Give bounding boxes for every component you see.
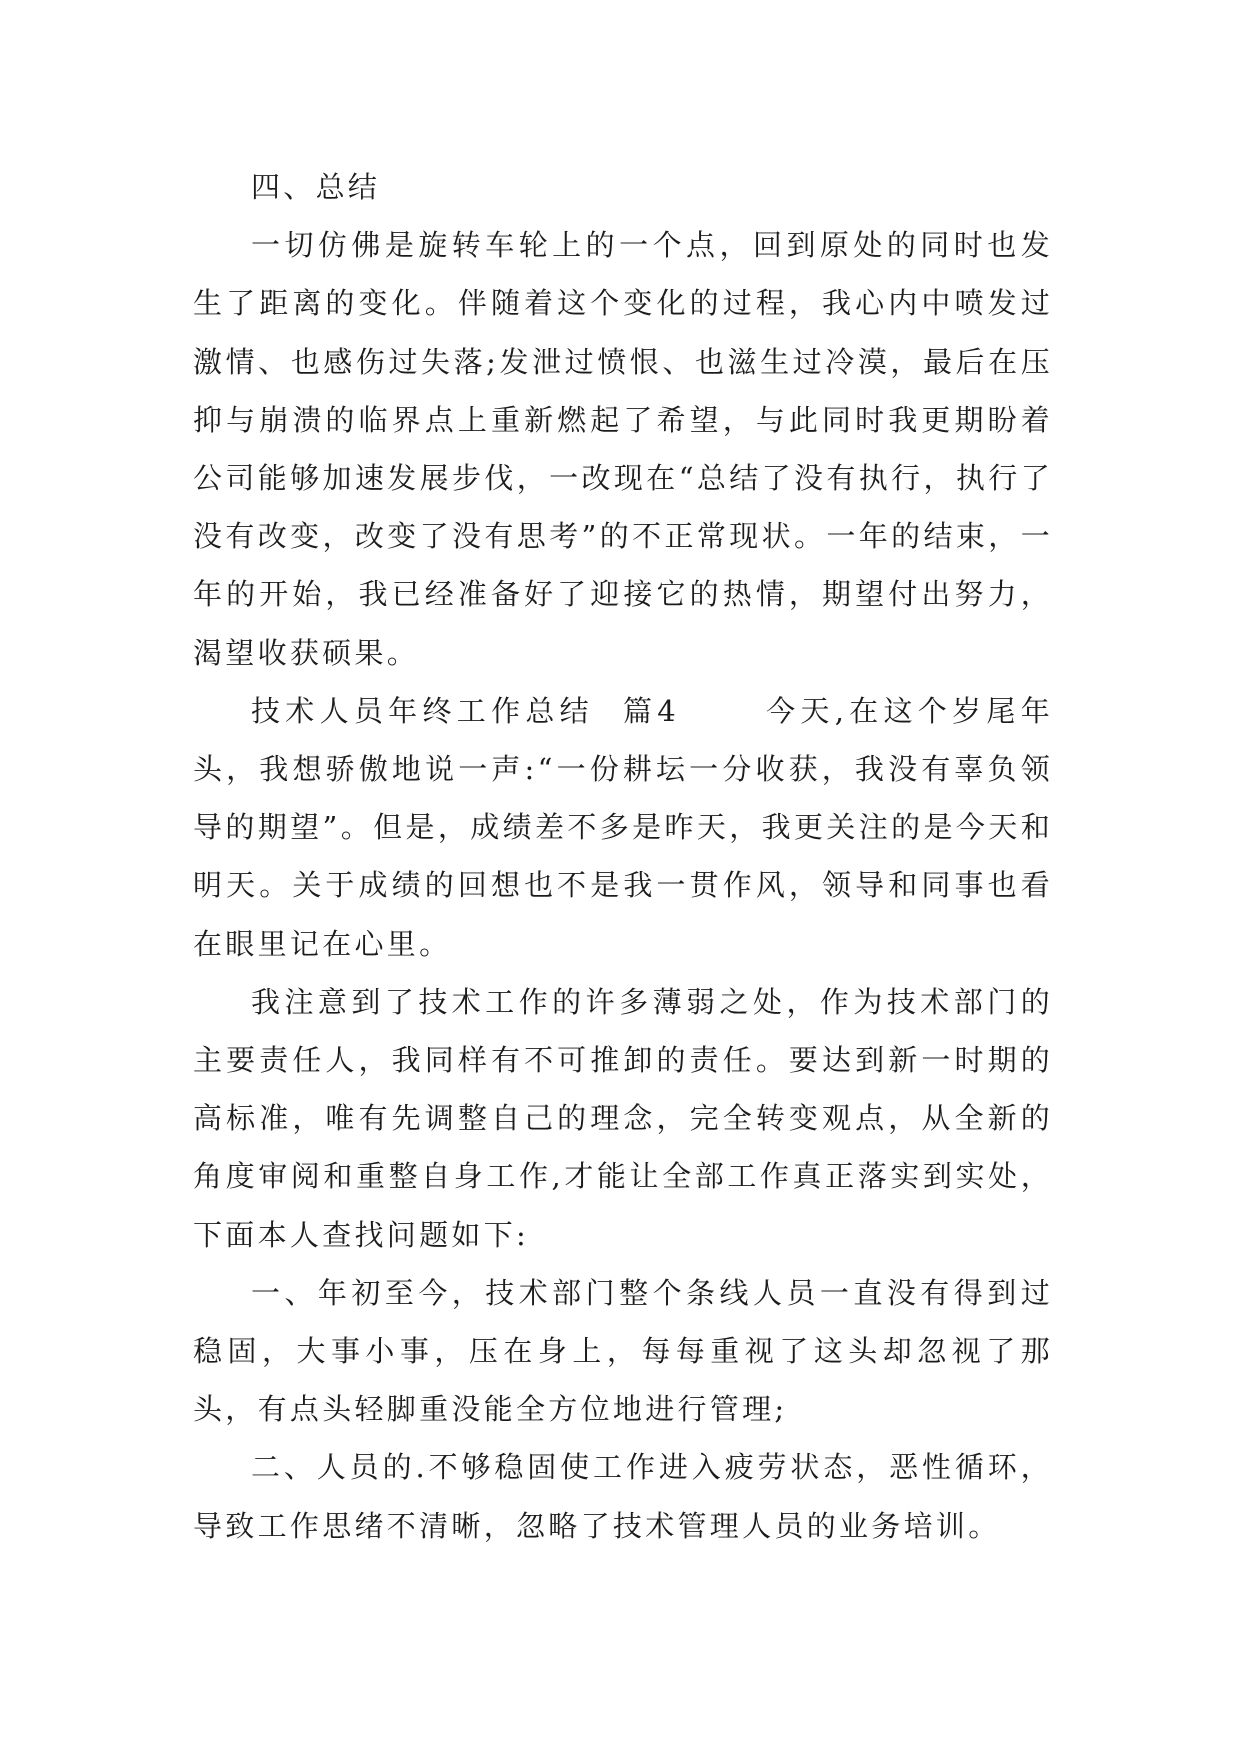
document-body — [193, 158, 1053, 1555]
paragraph-issue-2: 二、人员的.不够稳固使工作进入疲劳状态，恶性循环，导致工作思绪不清晰，忽略了技术管理人员的业务培训。 — [193, 1450, 1053, 1543]
section-heading-summary: 四、总结 — [251, 170, 381, 204]
paragraph-issue-1: 一、年初至今，技术部门整个条线人员一直没有得到过稳固，大事小事，压在身上，每每重视了这头却忽视了那头，有点头轻脚重没能全方位地进行管理; — [193, 1275, 1053, 1427]
paragraph-weaknesses: 我注意到了技术工作的许多薄弱之处，作为技术部门的主要责任人，我同样有不可推卸的责任。要达到新一时期的高标准，唯有先调整自己的理念，完全转变观点，从全新的角度审阅和重整自身工作,才能让全部工作真正落实到实处，下面本人查找问题如下: — [193, 984, 1053, 1252]
paragraph-article-4-intro: 技术人员年终工作总结 篇4 今天,在这个岁尾年头，我想骄傲地说一声:“一份耕坛一分收获，我没有辜负领导的期望”。但是，成绩差不多是昨天，我更关注的是今天和明天。关于成绩的回想也不是我一贯作风，领导和同事也看在眼里记在心里。 — [193, 693, 1053, 961]
paragraph-reflection: 一切仿佛是旋转车轮上的一个点，回到原处的同时也发生了距离的变化。伴随着这个变化的过程，我心内中喷发过激情、也感伤过失落;发泄过愤恨、也滋生过冷漠，最后在压抑与崩溃的临界点上重新燃起了希望，与此同时我更期盼着公司能够加速发展步伐，一改现在“总结了没有执行，执行了没有改变，改变了没有思考”的不正常现状。一年的结束，一年的开始，我已经准备好了迎接它的热情，期望付出努力，渴望收获硕果。 — [193, 228, 1053, 670]
